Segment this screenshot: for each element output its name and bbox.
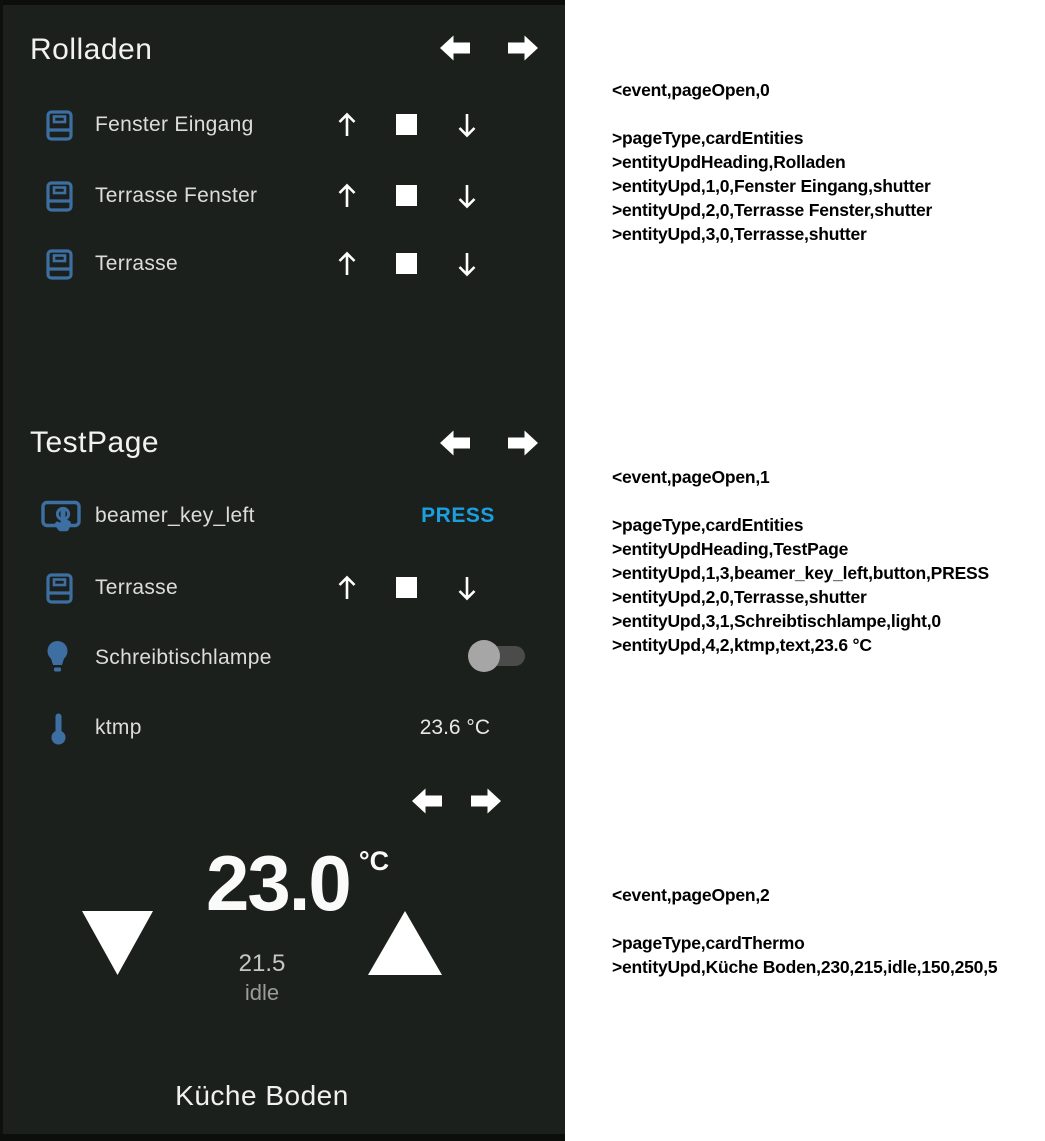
setpoint-increase-button[interactable] [368,911,442,975]
arrow-up-icon [334,573,360,603]
current-temperature [206,839,390,927]
card-entities-rolladen [0,0,565,410]
entity-row-button [0,494,565,538]
arrow-right-icon [506,31,540,65]
triangle-up-icon [368,911,442,975]
entity-label: Terrasse [95,576,178,599]
toggle-knob [468,640,500,672]
page-next-button[interactable] [506,426,540,460]
log-line: >entityUpdHeading,Rolladen [612,152,846,172]
protocol-log-column [565,0,1045,1141]
temperature-unit: °C [358,846,390,876]
arrow-down-icon [454,181,480,211]
arrow-right-icon [469,784,503,818]
shutter-stop-button[interactable] [396,185,417,206]
arrow-up-icon [334,249,360,279]
arrow-right-icon [506,426,540,460]
arrow-left-icon [438,426,472,460]
entity-label: beamer_key_left [95,504,255,527]
log-line: >entityUpd,Küche Boden,230,215,idle,150,250,5 [612,957,998,977]
shutter-stop-button[interactable] [396,114,417,135]
window-shutter-icon [46,110,73,146]
log-line: >entityUpd,2,0,Terrasse Fenster,shutter [612,200,933,220]
panel-edge-bottom [0,1134,565,1141]
entity-label: Fenster Eingang [95,113,254,136]
shutter-up-button[interactable] [334,573,360,603]
page-title: TestPage [30,426,160,459]
press-button[interactable]: PRESS [421,504,495,527]
window-shutter-icon [46,181,73,217]
log-blank-line [612,489,989,513]
log-block-page0 [612,78,932,246]
setpoint-value: 21.5 [238,950,286,977]
entity-label: Schreibtischlampe [95,646,272,669]
log-line: >pageType,cardEntities [612,515,804,535]
arrow-up-icon [334,181,360,211]
entity-label: Terrasse Fenster [95,184,258,207]
entity-row-shutter [0,103,565,147]
thermostat-name: Küche Boden [175,1080,349,1111]
page-title: Rolladen [30,33,153,66]
shutter-up-button[interactable] [334,181,360,211]
arrow-down-icon [454,573,480,603]
log-event-line: <event,pageOpen,0 [612,80,770,100]
lightbulb-icon [46,640,69,680]
current-temperature-value: 23.0 [206,839,350,927]
log-line: >entityUpd,4,2,ktmp,text,23.6 °C [612,635,872,655]
arrow-down-icon [454,110,480,140]
thermometer-icon [50,713,67,750]
arrow-up-icon [334,110,360,140]
log-line: >pageType,cardEntities [612,128,804,148]
log-block-page1 [612,465,989,657]
shutter-stop-button[interactable] [396,577,417,598]
window-shutter-icon [46,573,73,609]
shutter-down-button[interactable] [454,573,480,603]
entity-label: Terrasse [95,252,178,275]
arrow-left-icon [438,31,472,65]
triangle-down-icon [82,911,153,975]
gesture-tap-button-icon [41,500,82,538]
log-line: >entityUpd,3,1,Schreibtischlampe,light,0 [612,611,941,631]
entity-row-shutter [0,566,565,610]
log-line: >entityUpdHeading,TestPage [612,539,849,559]
setpoint-decrease-button[interactable] [82,911,153,975]
log-line: >pageType,cardThermo [612,933,805,953]
log-blank-line [612,907,997,931]
log-event-line: <event,pageOpen,1 [612,467,770,487]
page-next-button[interactable] [469,784,503,818]
sensor-value: 23.6 °C [419,716,490,739]
shutter-stop-button[interactable] [396,253,417,274]
hvac-state: idle [244,980,280,1005]
window-shutter-icon [46,249,73,285]
log-line: >entityUpd,2,0,Terrasse,shutter [612,587,867,607]
log-block-page2 [612,883,997,979]
card-thermo [0,770,565,1134]
shutter-down-button[interactable] [454,249,480,279]
log-line: >entityUpd,1,0,Fenster Eingang,shutter [612,176,931,196]
card-entities-testpage [0,410,565,770]
arrow-left-icon [410,784,444,818]
log-line: >entityUpd,3,0,Terrasse,shutter [612,224,867,244]
page-next-button[interactable] [506,31,540,65]
shutter-down-button[interactable] [454,110,480,140]
log-line: >entityUpd,1,3,beamer_key_left,button,PRESS [612,563,989,583]
entity-row-shutter [0,242,565,286]
entity-row-shutter [0,174,565,218]
page-prev-button[interactable] [438,426,472,460]
entity-label: ktmp [95,716,142,739]
shutter-up-button[interactable] [334,249,360,279]
page-prev-button[interactable] [438,31,472,65]
shutter-up-button[interactable] [334,110,360,140]
page-prev-button[interactable] [410,784,444,818]
log-event-line: <event,pageOpen,2 [612,885,770,905]
log-blank-line [612,102,932,126]
shutter-down-button[interactable] [454,181,480,211]
arrow-down-icon [454,249,480,279]
entity-row-text [0,706,565,750]
light-toggle-switch[interactable] [468,640,525,672]
